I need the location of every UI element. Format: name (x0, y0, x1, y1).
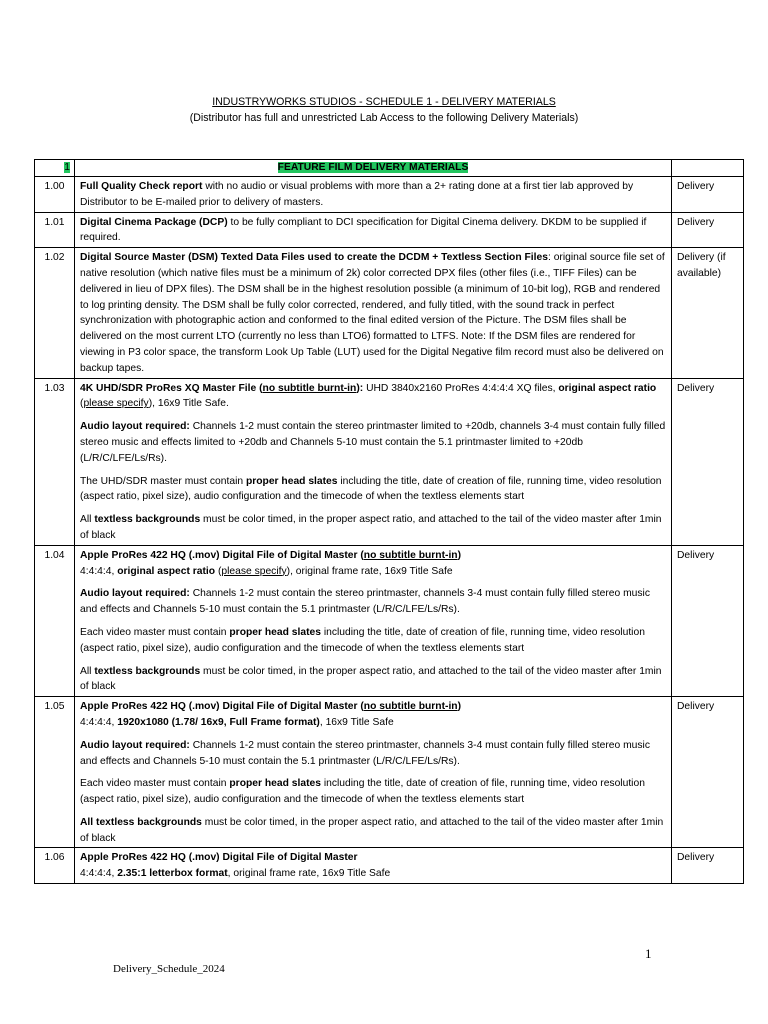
item-description: 4K UHD/SDR ProRes XQ Master File (no subtitle burnt-in): UHD 3840x2160 ProRes 4:4:4:4 XQ files, original aspect ratio (please specify), 16x9 Title Safe. Audio layout required: Channels 1-2 must contain the stereo printmaster limited to +20db, channels 3-4 must contain fully filled stereo music and effects limited to +20db and Channels 5-10 must contain the 5.1 printmaster limited to +20db (L/R/C/LFE/Ls/Rs). The UHD/SDR master must contain proper head slates including the title, date of creation of file, running time, video resolution (aspect ratio, pixel size), audio configuration and the timecode of when the textless elements start All textless backgrounds must be color timed, in the proper aspect ratio, and attached to the tail of the video master after 1min of black (75, 378, 672, 545)
item-number: 1.01 (35, 212, 75, 248)
table-row (35, 848, 744, 884)
item-description: Apple ProRes 422 HQ (.mov) Digital File of Digital Master (no subtitle burnt-in) 4:4:4:4, original aspect ratio (please specify), original frame rate, 16x9 Title Safe Audio layout required: Channels 1-2 must contain the stereo printmaster, channels 3-4 must contain fully filled stereo music and effects and Channels 5-10 must contain the 5.1 printmaster (L/R/C/LFE/Ls/Rs). Each video master must contain proper head slates including the title, date of creation of file, running time, video resolution (aspect ratio, pixel size), audio configuration and the timecode of when the textless elements start All textless backgrounds must be color timed, in the proper aspect ratio, and attached to the tail of the video master after 1min of black (75, 545, 672, 696)
item-number: 1.02 (35, 248, 75, 378)
table-row (35, 248, 744, 378)
item-status: Delivery (if available) (672, 248, 744, 378)
document-header (0, 94, 768, 126)
document-title: INDUSTRYWORKS STUDIOS - SCHEDULE 1 - DELIVERY MATERIALS (212, 96, 556, 108)
document-footer: Delivery_Schedule_2024 (113, 963, 225, 975)
item-status: Delivery (672, 378, 744, 545)
table-row (35, 378, 744, 545)
item-number: 1.05 (35, 697, 75, 848)
item-status: Delivery (672, 545, 744, 696)
table-row (35, 697, 744, 848)
item-status: Delivery (672, 177, 744, 213)
section-header-row (35, 160, 744, 177)
document-subtitle: (Distributor has full and unrestricted Lab Access to the following Delivery Materials) (189, 112, 579, 124)
item-status: Delivery (672, 848, 744, 884)
table-row (35, 177, 744, 213)
item-status: Delivery (672, 697, 744, 848)
section-number: 1 (64, 162, 70, 173)
item-status: Delivery (672, 212, 744, 248)
item-number: 1.00 (35, 177, 75, 213)
item-description: Apple ProRes 422 HQ (.mov) Digital File of Digital Master (no subtitle burnt-in) 4:4:4:4, 1920x1080 (1.78/ 16x9, Full Frame format), 16x9 Title Safe Audio layout required: Channels 1-2 must contain the stereo printmaster, channels 3-4 must contain fully filled stereo music and effects and Channels 5-10 must contain the 5.1 printmaster (L/R/C/LFE/Ls/Rs). Each video master must contain proper head slates including the title, date of creation of file, running time, video resolution (aspect ratio, pixel size), audio configuration and the timecode of when the textless elements start All textless backgrounds must be color timed, in the proper aspect ratio, and attached to the tail of the video master after 1min of black (75, 697, 672, 848)
table-row (35, 212, 744, 248)
item-number: 1.06 (35, 848, 75, 884)
section-title: FEATURE FILM DELIVERY MATERIALS (277, 162, 469, 173)
item-number: 1.03 (35, 378, 75, 545)
item-description: Digital Cinema Package (DCP) to be fully compliant to DCI specification for Digital Cinema delivery. DKDM to be supplied if required. (75, 212, 672, 248)
item-description: Full Quality Check report with no audio or visual problems with more than a 2+ rating done at a first tier lab approved by Distributor to be E-mailed prior to delivery of masters. (75, 177, 672, 213)
table-row (35, 545, 744, 696)
delivery-materials-table (34, 159, 744, 884)
item-description: Digital Source Master (DSM) Texted Data Files used to create the DCDM + Textless Section Files: original source file set of native resolution (which native files must be a minimum of 2k) color corrected DPX files (other files (i.e., TIFF Files) can be delivered in lieu of DPX files). The DSM shall be in the highest resolution possible (a minimum of 10-bit log), RGB and rendered to log printing density. The DSM shall be fully color corrected, rendered, and fully titled, with the sound track in perfect synchronization with photographic action and conformed to the final edited version of the Picture. The DSM files shall be delivered on the most current LTO (currently no less than LTO6) formatted to LTFS. Note: If the DSM files are rendered for viewing in P3 color space, the transform Look Up Table (LUT) used for the Digital Negative film record must also be delivered on backup tapes. (75, 248, 672, 378)
item-number: 1.04 (35, 545, 75, 696)
item-description: Apple ProRes 422 HQ (.mov) Digital File of Digital Master 4:4:4:4, 2.35:1 letterbox format, original frame rate, 16x9 Title Safe (75, 848, 672, 884)
page-number: 1 (645, 946, 652, 961)
